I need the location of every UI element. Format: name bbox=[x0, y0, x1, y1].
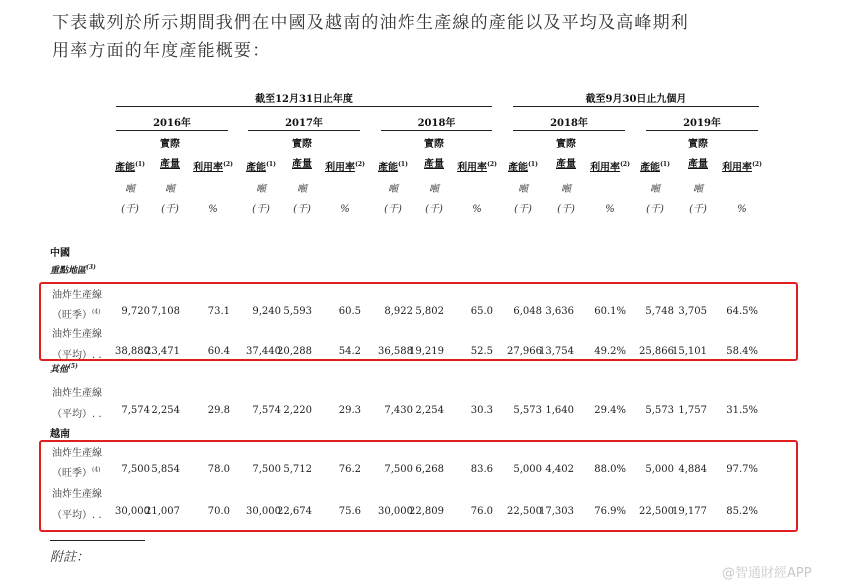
col-header-actual-line1: 實際 bbox=[688, 139, 708, 150]
col-header-actual-output bbox=[676, 138, 720, 171]
unit-ton: 噸 bbox=[429, 184, 439, 195]
col-header-capacity bbox=[239, 158, 283, 174]
table-cell: 52.5 bbox=[470, 346, 493, 357]
unit-percent: % bbox=[605, 204, 615, 215]
unit-thousand: (千) bbox=[161, 204, 179, 215]
year-header: 2016年 bbox=[153, 118, 191, 129]
col-header-utilization-text: 利用率 bbox=[325, 162, 356, 174]
footnote-rule bbox=[50, 540, 145, 541]
row-label-avg: （平均）. . bbox=[52, 510, 102, 521]
watermark: @智通財經APP bbox=[722, 566, 812, 581]
year-rule bbox=[646, 130, 758, 131]
table-cell: 6,268 bbox=[415, 464, 444, 475]
table-cell: 7,500 bbox=[252, 464, 281, 475]
table-cell: 5,802 bbox=[415, 306, 444, 317]
unit-ton: 噸 bbox=[297, 184, 307, 195]
col-header-utilization bbox=[188, 158, 238, 174]
table-cell: 30,000 bbox=[378, 506, 413, 517]
table-cell: 1,757 bbox=[678, 405, 707, 416]
table-cell: 60.4 bbox=[207, 346, 230, 357]
table-cell: 5,573 bbox=[513, 405, 542, 416]
year-header: 2018年 bbox=[417, 118, 456, 129]
col-header-capacity-text: 產能 bbox=[378, 162, 399, 174]
row-label-line-name: 油炸生產線 bbox=[52, 448, 102, 459]
col-header-capacity bbox=[371, 158, 415, 174]
table-cell: 2,254 bbox=[151, 405, 180, 416]
table-cell: 5,593 bbox=[283, 306, 312, 317]
col-header-actual-line2 bbox=[412, 158, 456, 171]
highlight-box-china-key-region bbox=[39, 282, 798, 361]
col-header-capacity-note: (1) bbox=[398, 161, 408, 168]
unit-percent: % bbox=[340, 204, 350, 215]
table-cell: 15,101 bbox=[672, 346, 707, 357]
row-label-avg: （平均）. . bbox=[52, 409, 102, 420]
table-cell: 19,177 bbox=[672, 506, 707, 517]
section-china: 中國 bbox=[50, 248, 70, 259]
group-heading-year: 截至12月31日止年度 bbox=[255, 94, 353, 105]
col-header-actual-line2 bbox=[676, 158, 720, 171]
table-cell: 7,574 bbox=[252, 405, 281, 416]
table-cell: 37,440 bbox=[246, 346, 281, 357]
table-cell: 2,254 bbox=[415, 405, 444, 416]
unit-ton: 噸 bbox=[650, 184, 660, 195]
table-cell: 22,674 bbox=[277, 506, 312, 517]
unit-ton: 噸 bbox=[388, 184, 398, 195]
table-cell: 30.3 bbox=[470, 405, 493, 416]
table-cell: 5,854 bbox=[151, 464, 180, 475]
col-header-capacity bbox=[633, 158, 677, 174]
unit-thousand: (千) bbox=[425, 204, 443, 215]
table-cell: 75.6 bbox=[338, 506, 361, 517]
table-cell: 5,000 bbox=[513, 464, 542, 475]
col-header-actual-line1: 實際 bbox=[556, 139, 576, 150]
table-cell: 60.5 bbox=[338, 306, 361, 317]
group-heading-nine-months: 截至9月30日止九個月 bbox=[585, 94, 687, 105]
col-header-utilization-text: 利用率 bbox=[590, 162, 621, 174]
unit-ton: 噸 bbox=[518, 184, 528, 195]
table-cell: 83.6 bbox=[470, 464, 493, 475]
unit-thousand: (千) bbox=[384, 204, 402, 215]
col-header-utilization-text: 利用率 bbox=[193, 162, 224, 174]
col-header-utilization bbox=[717, 158, 767, 174]
col-header-capacity-note: (1) bbox=[266, 161, 276, 168]
row-label-line-name: 油炸生產線 bbox=[52, 489, 102, 500]
unit-thousand: (千) bbox=[252, 204, 270, 215]
others-note: (5) bbox=[68, 363, 78, 370]
col-header-actual-output bbox=[544, 138, 588, 171]
unit-thousand: (千) bbox=[646, 204, 664, 215]
col-header-capacity-text: 產能 bbox=[640, 162, 661, 174]
key-region-note: (3) bbox=[86, 264, 96, 271]
unit-thousand: (千) bbox=[293, 204, 311, 215]
unit-ton: 噸 bbox=[165, 184, 175, 195]
table-cell: 22,500 bbox=[639, 506, 674, 517]
table-cell: 7,500 bbox=[384, 464, 413, 475]
table-cell: 70.0 bbox=[207, 506, 230, 517]
unit-percent: % bbox=[208, 204, 218, 215]
unit-ton: 噸 bbox=[256, 184, 266, 195]
unit-ton: 噸 bbox=[125, 184, 135, 195]
table-cell: 9,720 bbox=[121, 306, 150, 317]
col-header-utilization-note: (2) bbox=[487, 161, 497, 168]
year-header: 2017年 bbox=[285, 118, 323, 129]
peak-note: (4) bbox=[92, 308, 101, 316]
table-cell: 78.0 bbox=[207, 464, 230, 475]
table-cell: 2,220 bbox=[283, 405, 312, 416]
col-header-utilization-text: 利用率 bbox=[457, 162, 488, 174]
table-cell: 88.0% bbox=[594, 464, 626, 475]
table-cell: 19,219 bbox=[409, 346, 444, 357]
others-label: 其他 bbox=[50, 365, 69, 375]
col-header-actual-line2-text: 產量 bbox=[688, 159, 708, 170]
peak-note: (4) bbox=[92, 466, 101, 474]
col-header-actual-line1: 實際 bbox=[160, 139, 180, 150]
row-label-line-name: 油炸生產線 bbox=[52, 388, 102, 399]
unit-thousand: (千) bbox=[121, 204, 139, 215]
table-cell: 5,000 bbox=[645, 464, 674, 475]
table-cell: 30,000 bbox=[115, 506, 150, 517]
table-cell: 65.0 bbox=[470, 306, 493, 317]
table-cell: 6,048 bbox=[513, 306, 542, 317]
table-cell: 76.0 bbox=[470, 506, 493, 517]
table-cell: 60.1% bbox=[594, 306, 626, 317]
table-cell: 25,866 bbox=[639, 346, 674, 357]
key-region-label: 重點地區 bbox=[50, 266, 87, 276]
table-cell: 3,705 bbox=[678, 306, 707, 317]
table-cell: 5,748 bbox=[645, 306, 674, 317]
table-cell: 22,809 bbox=[409, 506, 444, 517]
col-header-actual-line1: 實際 bbox=[292, 139, 312, 150]
table-cell: 29.3 bbox=[338, 405, 361, 416]
highlight-box-vietnam bbox=[39, 440, 798, 532]
table-cell: 29.4% bbox=[594, 405, 626, 416]
table-cell: 38,880 bbox=[115, 346, 150, 357]
col-header-actual-output bbox=[148, 138, 192, 171]
notes-label: 附註： bbox=[50, 550, 90, 565]
col-header-actual-line2 bbox=[148, 158, 192, 171]
table-cell: 17,303 bbox=[539, 506, 574, 517]
table-cell: 27,966 bbox=[507, 346, 542, 357]
table-cell: 4,884 bbox=[678, 464, 707, 475]
unit-ton: 噸 bbox=[561, 184, 571, 195]
year-rule bbox=[248, 130, 360, 131]
col-header-capacity bbox=[108, 158, 152, 174]
group-rule-nine-months bbox=[513, 106, 759, 107]
intro-line-1: 下表載列於所示期間我們在中國及越南的油炸生產線的產能以及平均及高峰期利 bbox=[52, 13, 689, 33]
unit-thousand: (千) bbox=[557, 204, 575, 215]
col-header-actual-line2-text: 產量 bbox=[160, 159, 180, 170]
unit-percent: % bbox=[737, 204, 747, 215]
col-header-utilization-note: (2) bbox=[223, 161, 233, 168]
table-cell: 20,288 bbox=[277, 346, 312, 357]
unit-thousand: (千) bbox=[514, 204, 532, 215]
group-rule-year bbox=[116, 106, 492, 107]
col-header-actual-line2-text: 產量 bbox=[556, 159, 576, 170]
unit-thousand: (千) bbox=[689, 204, 707, 215]
table-cell: 7,500 bbox=[121, 464, 150, 475]
col-header-utilization bbox=[452, 158, 502, 174]
year-rule bbox=[381, 130, 492, 131]
col-header-utilization bbox=[585, 158, 635, 174]
col-header-actual-line2 bbox=[280, 158, 324, 171]
intro-line-2: 用率方面的年度產能概要： bbox=[52, 41, 271, 61]
peak-text: （旺季） bbox=[52, 310, 92, 321]
table-cell: 13,754 bbox=[539, 346, 574, 357]
col-header-capacity-text: 產能 bbox=[246, 162, 267, 174]
table-cell: 64.5% bbox=[726, 306, 758, 317]
col-header-capacity-text: 產能 bbox=[115, 162, 136, 174]
col-header-utilization-note: (2) bbox=[752, 161, 762, 168]
table-cell: 9,240 bbox=[252, 306, 281, 317]
col-header-utilization bbox=[320, 158, 370, 174]
table-cell: 22,500 bbox=[507, 506, 542, 517]
col-header-actual-output bbox=[280, 138, 324, 171]
col-header-capacity-note: (1) bbox=[135, 161, 145, 168]
row-label-avg: （平均）. . bbox=[52, 350, 102, 361]
col-header-actual-line2 bbox=[544, 158, 588, 171]
table-cell: 29.8 bbox=[207, 405, 230, 416]
unit-ton: 噸 bbox=[693, 184, 703, 195]
col-header-actual-line2-text: 產量 bbox=[424, 159, 444, 170]
table-cell: 54.2 bbox=[338, 346, 361, 357]
col-header-actual-output bbox=[412, 138, 456, 171]
table-cell: 1,640 bbox=[545, 405, 574, 416]
table-cell: 58.4% bbox=[726, 346, 758, 357]
year-header: 2018年 bbox=[550, 118, 588, 129]
table-cell: 7,574 bbox=[121, 405, 150, 416]
table-cell: 73.1 bbox=[207, 306, 230, 317]
table-cell: 97.7% bbox=[726, 464, 758, 475]
table-cell: 85.2% bbox=[726, 506, 758, 517]
section-key-region bbox=[50, 263, 96, 276]
table-cell: 76.9% bbox=[594, 506, 626, 517]
table-cell: 23,471 bbox=[145, 346, 180, 357]
year-rule bbox=[116, 130, 228, 131]
unit-percent: % bbox=[472, 204, 482, 215]
col-header-actual-line2-text: 產量 bbox=[292, 159, 312, 170]
year-rule bbox=[513, 130, 625, 131]
table-cell: 4,402 bbox=[545, 464, 574, 475]
table-cell: 30,000 bbox=[246, 506, 281, 517]
section-vietnam: 越南 bbox=[50, 429, 70, 440]
col-header-utilization-text: 利用率 bbox=[722, 162, 753, 174]
col-header-capacity-text: 產能 bbox=[508, 162, 529, 174]
col-header-capacity bbox=[501, 158, 545, 174]
table-cell: 31.5% bbox=[726, 405, 758, 416]
table-cell: 5,573 bbox=[645, 405, 674, 416]
year-header: 2019年 bbox=[683, 118, 721, 129]
row-label-line-name: 油炸生產線 bbox=[52, 290, 102, 301]
col-header-actual-line1: 實際 bbox=[424, 139, 444, 150]
table-cell: 76.2 bbox=[338, 464, 361, 475]
col-header-utilization-note: (2) bbox=[620, 161, 630, 168]
col-header-capacity-note: (1) bbox=[660, 161, 670, 168]
table-cell: 8,922 bbox=[384, 306, 413, 317]
table-cell: 7,430 bbox=[384, 405, 413, 416]
section-others bbox=[50, 362, 78, 375]
peak-text: （旺季） bbox=[52, 468, 92, 479]
col-header-capacity-note: (1) bbox=[528, 161, 538, 168]
table-cell: 5,712 bbox=[283, 464, 312, 475]
table-cell: 49.2% bbox=[594, 346, 626, 357]
table-cell: 7,108 bbox=[151, 306, 180, 317]
row-label-line-name: 油炸生產線 bbox=[52, 329, 102, 340]
table-cell: 36,588 bbox=[378, 346, 413, 357]
col-header-utilization-note: (2) bbox=[355, 161, 365, 168]
table-cell: 21,007 bbox=[145, 506, 180, 517]
table-cell: 3,636 bbox=[545, 306, 574, 317]
